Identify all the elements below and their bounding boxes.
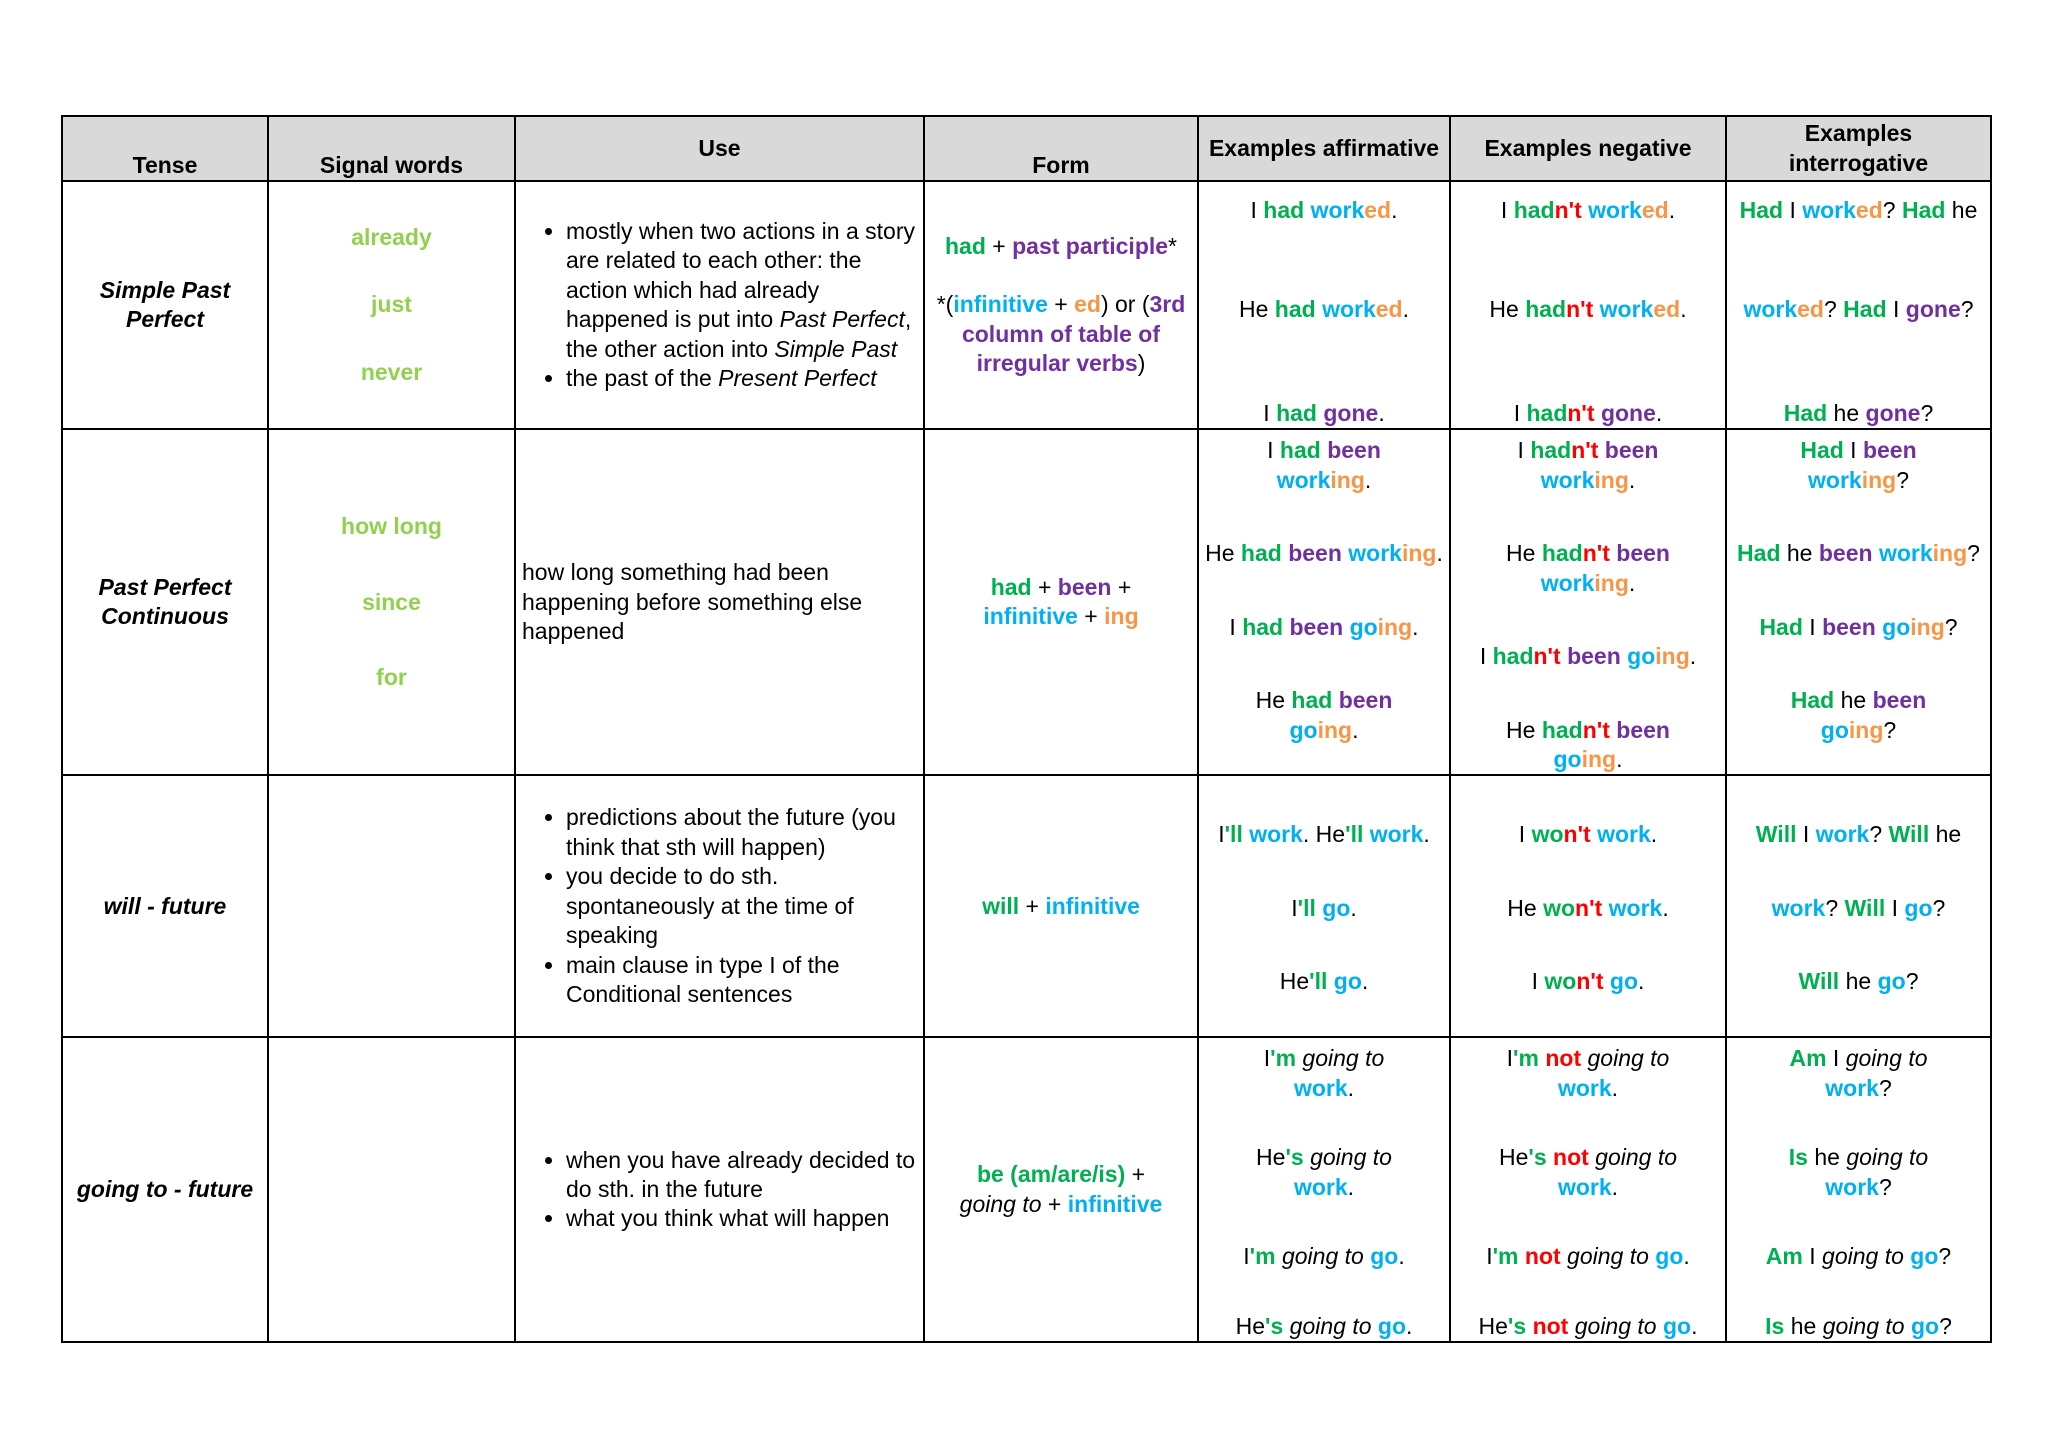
use-bullet: • mostly when two actions in a story are related to each other: the action which had already happened is put into Past Perfect, the other action into Simple Past <box>566 217 917 364</box>
form-cell: had + past participle* *(infinitive + ed) or (3rd column of table of irregular verbs) <box>924 181 1198 429</box>
signal-words-cell <box>268 1037 515 1342</box>
header-examples-affirmative: Examples affirmative <box>1198 116 1450 181</box>
example-sentence: Had I been working? <box>1800 437 1917 493</box>
examples-interrogative-cell <box>1726 429 1991 775</box>
signal-word: for <box>376 664 407 691</box>
example-sentence: I'm not going to work. <box>1506 1045 1670 1101</box>
example-sentence: Is he going to go? <box>1765 1312 1952 1339</box>
example-sentence: work? Will I go? <box>1771 894 1946 921</box>
table-row <box>62 181 1991 429</box>
examples-interrogative-cell <box>1726 181 1991 429</box>
example-sentence: I had been working. <box>1267 437 1381 493</box>
tense-cell: Past Perfect Continuous <box>62 429 268 775</box>
examples-affirmative-cell <box>1198 1037 1450 1342</box>
example-sentence: He hadn't worked. <box>1489 296 1687 323</box>
use-cell <box>515 1037 924 1342</box>
example-sentence: He's not going to work. <box>1498 1144 1678 1200</box>
examples-negative-cell <box>1450 775 1726 1037</box>
header-signal-words: Signal words <box>268 116 515 181</box>
example-sentence: Is he going to work? <box>1788 1144 1929 1200</box>
example-sentence: I'll go. <box>1291 894 1357 921</box>
example-sentence: He had worked. <box>1239 296 1409 323</box>
form-cell: will + infinitive <box>924 775 1198 1037</box>
examples-affirmative-cell <box>1198 429 1450 775</box>
use-cell: how long something had been happening before something else happened <box>515 429 924 775</box>
example-sentence: Had I worked? Had he <box>1739 197 1978 223</box>
example-sentence: I hadn't gone. <box>1513 399 1663 426</box>
example-sentence: Had he gone? <box>1783 399 1934 426</box>
example-sentence: He had been working. <box>1205 540 1443 567</box>
example-sentence: I won't work. <box>1518 821 1658 848</box>
example-sentence: Had he been going? <box>1790 687 1927 743</box>
header-form: Form <box>924 116 1198 181</box>
example-sentence: He hadn't been working. <box>1506 540 1670 596</box>
examples-negative-cell <box>1450 429 1726 775</box>
examples-affirmative-cell <box>1198 775 1450 1037</box>
examples-affirmative-cell <box>1198 181 1450 429</box>
signal-words-cell <box>268 429 515 775</box>
example-sentence: I won't go. <box>1531 968 1645 995</box>
signal-words-cell <box>268 181 515 429</box>
signal-words-cell <box>268 775 515 1037</box>
example-sentence: I'm not going to go. <box>1486 1243 1690 1270</box>
example-sentence: I hadn't worked. <box>1500 197 1676 223</box>
examples-interrogative-cell <box>1726 1037 1991 1342</box>
example-sentence: I hadn't been working. <box>1517 437 1659 493</box>
examples-negative-cell <box>1450 1037 1726 1342</box>
example-sentence: I had worked. <box>1250 197 1398 223</box>
example-sentence: Had he been working? <box>1737 540 1980 567</box>
example-sentence: Will I work? Will he <box>1755 821 1962 848</box>
example-sentence: He hadn't been going. <box>1506 716 1670 772</box>
example-sentence: I had gone. <box>1263 399 1385 426</box>
use-bullet: • what you think what will happen <box>566 1204 917 1233</box>
example-sentence: Had I been going? <box>1759 613 1958 640</box>
example-sentence: He's going to work. <box>1256 1144 1392 1200</box>
tenses-table <box>61 115 1992 1343</box>
use-bullet: • predictions about the future (you think that sth will happen) <box>566 803 917 862</box>
example-sentence: I hadn't been going. <box>1479 643 1697 670</box>
examples-interrogative-cell <box>1726 775 1991 1037</box>
form-cell: had + been + infinitive + ing <box>924 429 1198 775</box>
header-use: Use <box>515 116 924 181</box>
header-tense: Tense <box>62 116 268 181</box>
use-bullet: • you decide to do sth. spontaneously at the time of speaking <box>566 862 917 950</box>
example-sentence: I had been going. <box>1229 613 1419 640</box>
example-sentence: I'm going to go. <box>1243 1243 1405 1270</box>
use-cell <box>515 181 924 429</box>
table-row <box>62 775 1991 1037</box>
table-row <box>62 1037 1991 1342</box>
examples-negative-cell <box>1450 181 1726 429</box>
header-examples-interrogative: Examples interrogative <box>1726 116 1991 181</box>
header-row <box>62 116 1991 181</box>
example-sentence: He's going to go. <box>1235 1312 1413 1339</box>
use-bullet: • when you have already decided to do sth. in the future <box>566 1146 917 1205</box>
example-sentence: He had been going. <box>1255 687 1393 743</box>
example-sentence: Will he go? <box>1798 968 1919 995</box>
signal-word: just <box>371 291 412 318</box>
tense-cell: going to - future <box>62 1037 268 1342</box>
signal-word: since <box>362 588 421 615</box>
tense-cell: Simple Past Perfect <box>62 181 268 429</box>
example-sentence: worked? Had I gone? <box>1743 296 1974 323</box>
signal-word: how long <box>341 513 442 540</box>
signal-word: already <box>351 224 432 250</box>
use-bullet: • the past of the Present Perfect <box>566 364 917 393</box>
example-sentence: He's not going to go. <box>1478 1312 1698 1339</box>
example-sentence: I'll work. He'll work. <box>1218 821 1430 848</box>
header-examples-negative: Examples negative <box>1450 116 1726 181</box>
tense-cell: will - future <box>62 775 268 1037</box>
example-sentence: He'll go. <box>1279 968 1369 995</box>
example-sentence: I'm going to work. <box>1263 1045 1385 1101</box>
example-sentence: He won't work. <box>1507 894 1669 921</box>
signal-word: never <box>360 358 423 385</box>
table-row <box>62 429 1991 775</box>
example-sentence: Am I going to work? <box>1789 1045 1928 1101</box>
use-bullet: • main clause in type I of the Conditional sentences <box>566 951 917 1010</box>
form-cell: be (am/are/is) + going to + infinitive <box>924 1037 1198 1342</box>
example-sentence: Am I going to go? <box>1765 1243 1952 1270</box>
use-cell <box>515 775 924 1037</box>
